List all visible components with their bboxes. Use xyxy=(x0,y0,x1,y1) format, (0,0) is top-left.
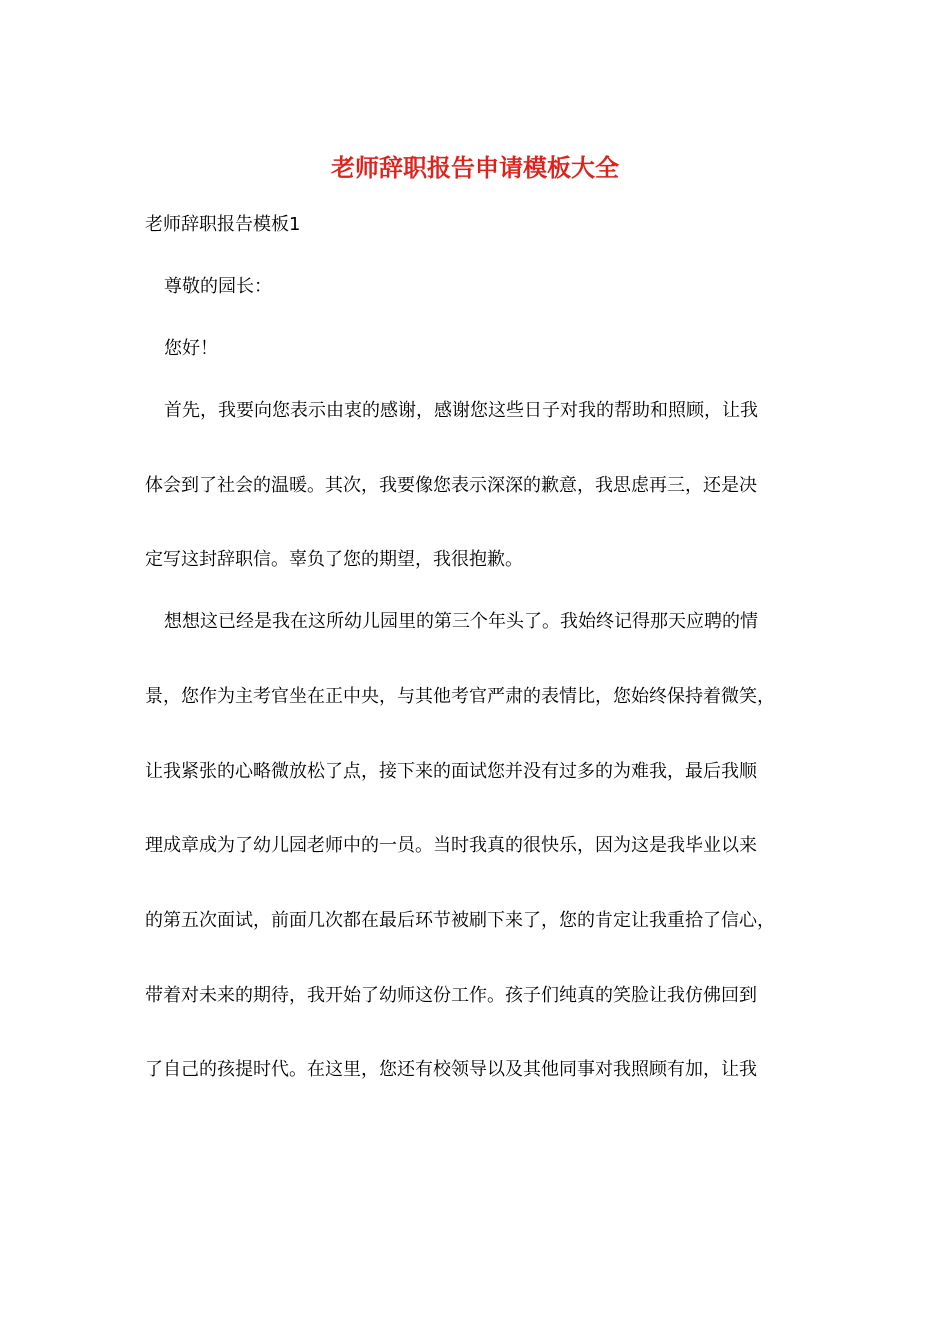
paragraph-line: 了自己的孩提时代。在这里，您还有校领导以及其他同事对我照顾有加，让我 xyxy=(145,1059,757,1080)
paragraph-line: 带着对未来的期待，我开始了幼师这份工作。孩子们纯真的笑脸让我仿佛回到 xyxy=(145,985,757,1006)
paragraph-line: 想想这已经是我在这所幼儿园里的第三个年头了。我始终记得那天应聘的情 xyxy=(164,611,758,632)
paragraph-line: 景，您作为主考官坐在正中央，与其他考官严肃的表情比，您始终保持着微笑， xyxy=(145,686,775,707)
section-heading: 老师辞职报告模板1 xyxy=(145,214,301,235)
document-title: 老师辞职报告申请模板大全 xyxy=(331,153,619,182)
paragraph-line: 体会到了社会的温暖。其次，我要像您表示深深的歉意，我思虑再三，还是决 xyxy=(145,475,757,496)
salutation: 尊敬的园长： xyxy=(164,276,272,297)
greeting: 您好！ xyxy=(164,338,218,359)
paragraph-line: 首先，我要向您表示由衷的感谢，感谢您这些日子对我的帮助和照顾，让我 xyxy=(164,400,758,421)
paragraph-line: 定写这封辞职信。辜负了您的期望，我很抱歉。 xyxy=(145,549,523,570)
paragraph-line: 理成章成为了幼儿园老师中的一员。当时我真的很快乐，因为这是我毕业以来 xyxy=(145,835,757,856)
paragraph-line: 的第五次面试，前面几次都在最后环节被刷下来了，您的肯定让我重拾了信心， xyxy=(145,910,775,931)
paragraph-line: 让我紧张的心略微放松了点，接下来的面试您并没有过多的为难我，最后我顺 xyxy=(145,761,757,782)
